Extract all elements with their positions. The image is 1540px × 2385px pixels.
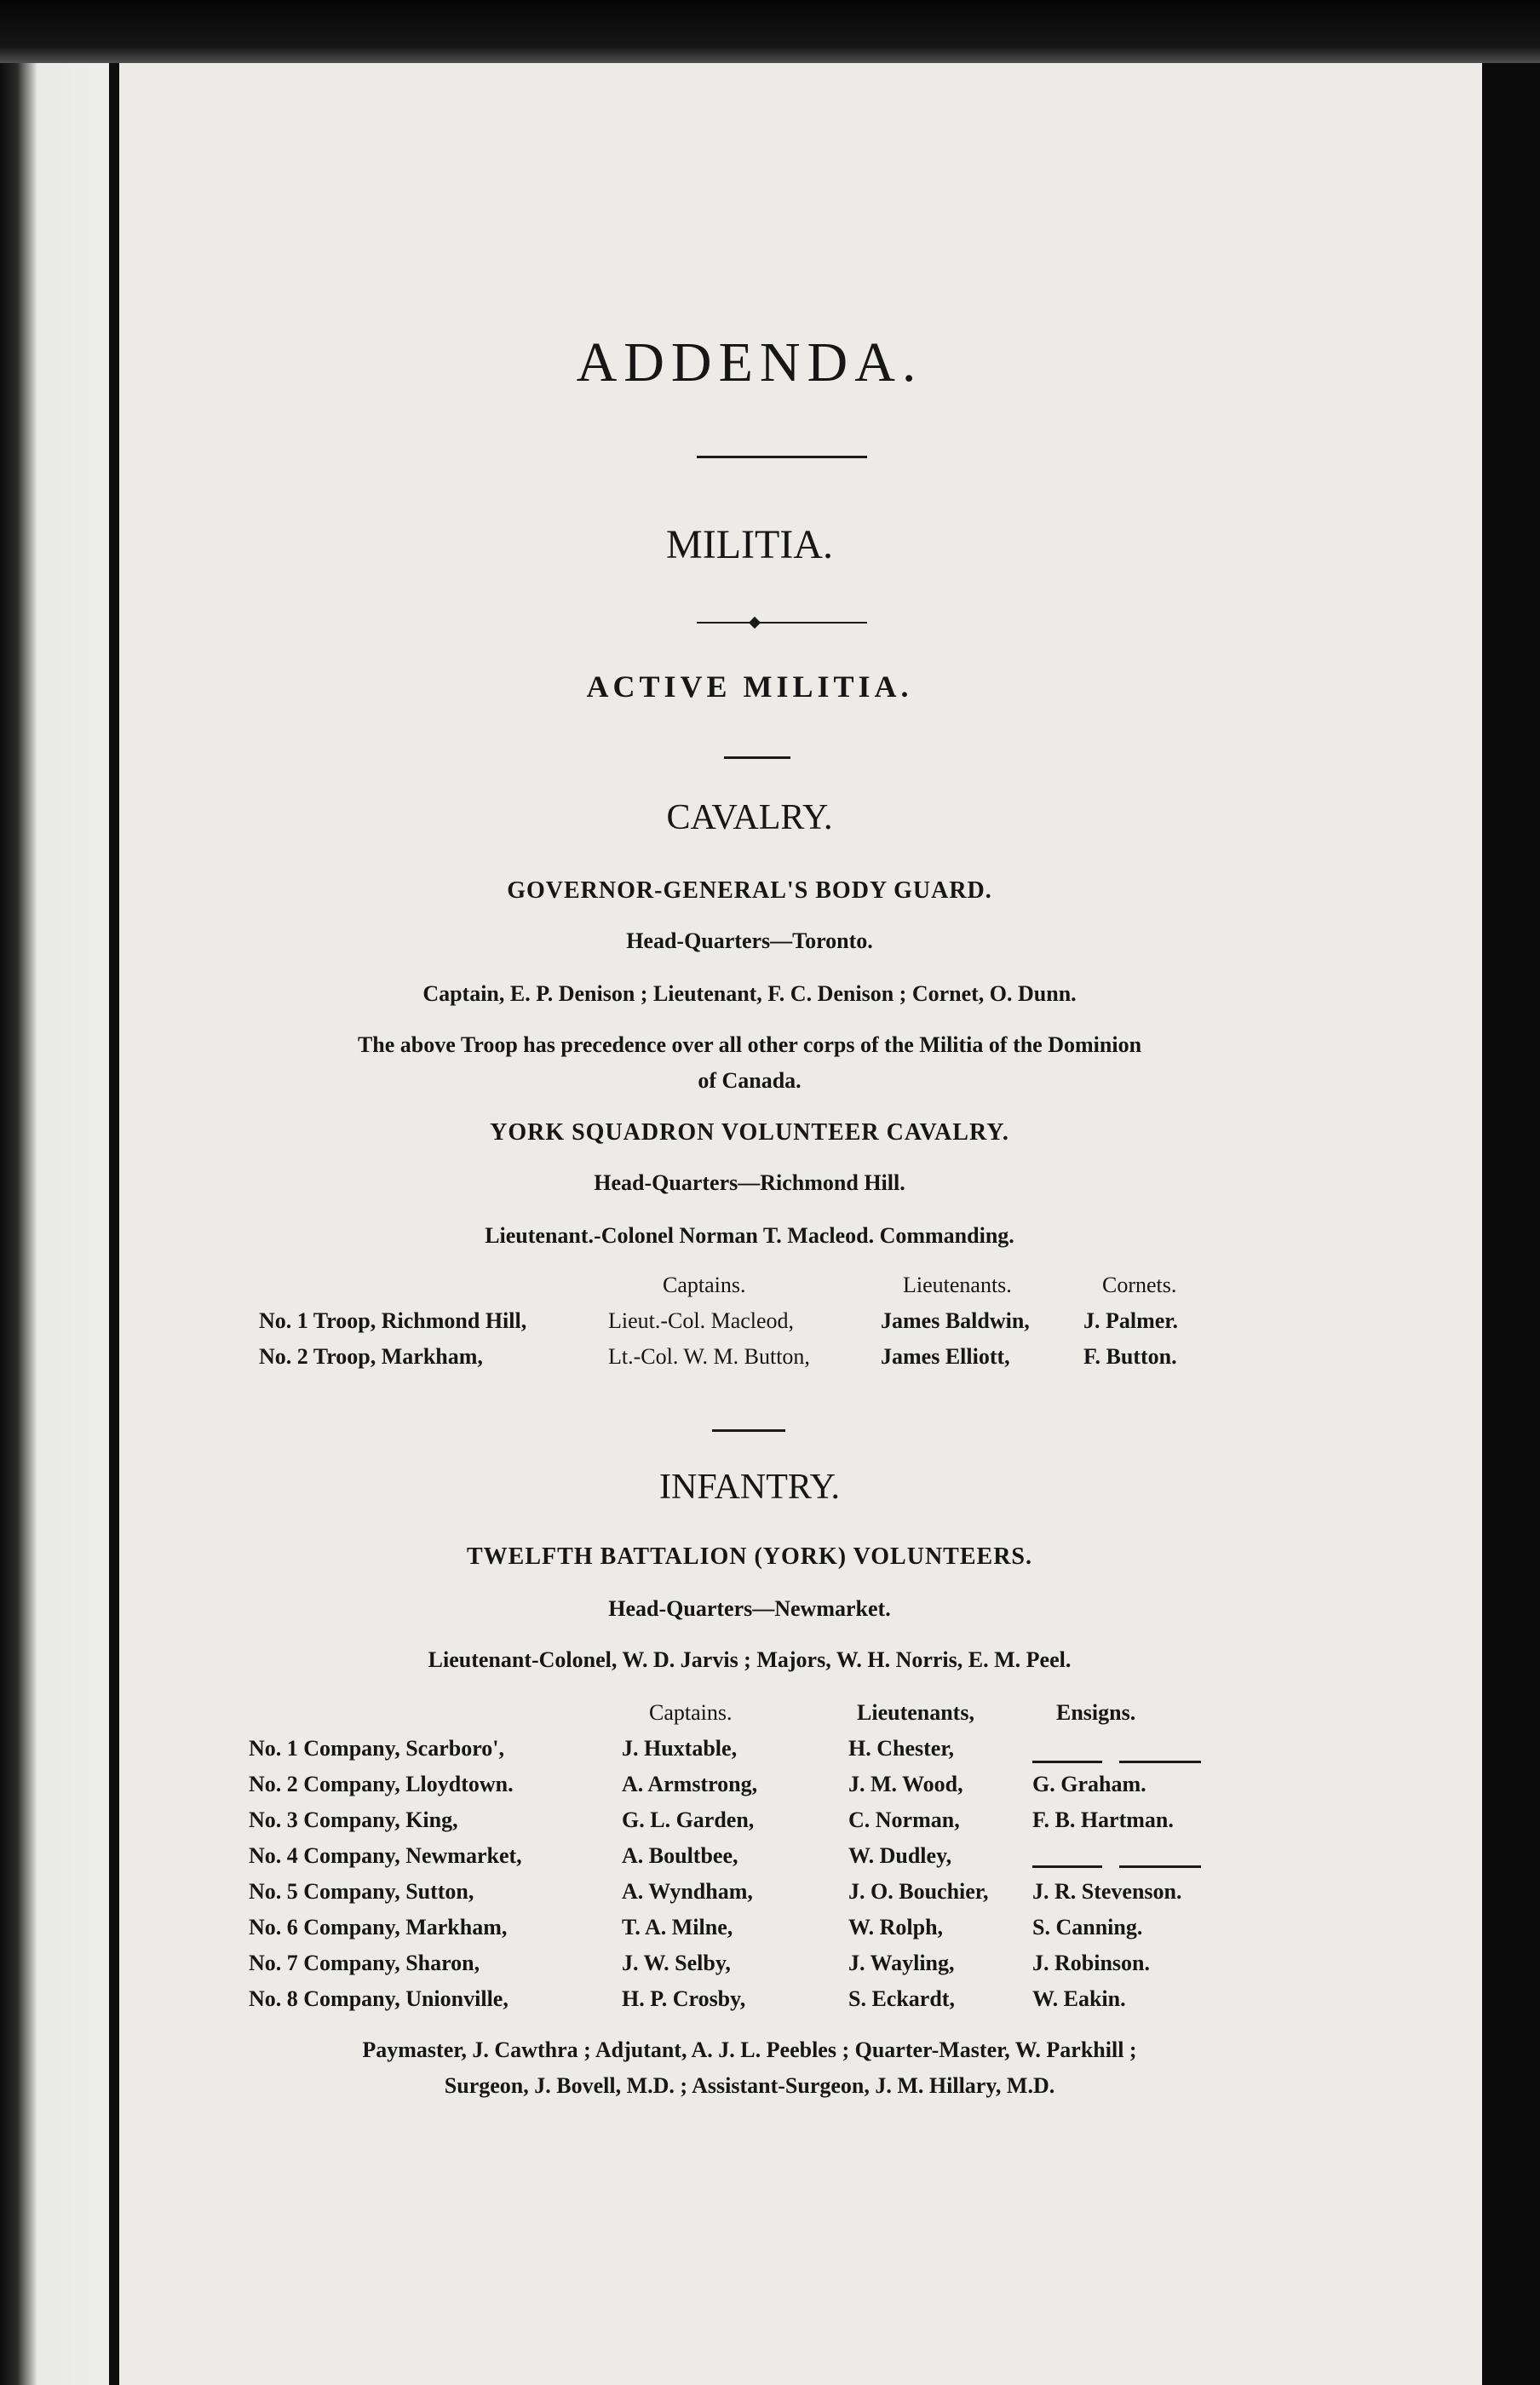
- battalion-headquarters: Head-Quarters—Newmarket.: [608, 1596, 891, 1621]
- company-lieutenant: W. Rolph,: [848, 1915, 944, 1940]
- company-lieutenant: J. M. Wood,: [848, 1772, 963, 1796]
- ensign-vacant-dash: [1032, 1761, 1102, 1763]
- york-headquarters: Head-Quarters—Richmond Hill.: [594, 1170, 905, 1195]
- company-captain: G. L. Garden,: [622, 1807, 755, 1832]
- company-captain: H. P. Crosby,: [622, 1986, 746, 2011]
- company-unit: No. 7 Company, Sharon,: [249, 1951, 480, 1975]
- cavalry-heading: CAVALRY.: [666, 798, 833, 837]
- staff-line-2: Surgeon, J. Bovell, M.D. ; Assistant-Surgeon, J. M. Hillary, M.D.: [444, 2073, 1055, 2098]
- troop-lieutenant: James Elliott,: [881, 1344, 1010, 1369]
- company-lieutenant: J. O. Bouchier,: [848, 1879, 989, 1904]
- york-squadron-name: YORK SQUADRON VOLUNTEER CAVALRY.: [490, 1119, 1009, 1146]
- column-header-captains: Captains.: [649, 1700, 733, 1725]
- company-lieutenant: J. Wayling,: [848, 1951, 955, 1975]
- company-captain: A. Armstrong,: [622, 1772, 758, 1796]
- guard-note-line-1: The above Troop has precedence over all other corps of the Militia of the Dominion: [357, 1032, 1142, 1057]
- guard-headquarters: Head-Quarters—Toronto.: [626, 928, 873, 953]
- guard-officers: Captain, E. P. Denison ; Lieutenant, F. C. Denison ; Cornet, O. Dunn.: [422, 981, 1077, 1006]
- company-captain: T. A. Milne,: [622, 1915, 733, 1940]
- company-unit: No. 4 Company, Newmarket,: [249, 1843, 522, 1868]
- company-captain: J. W. Selby,: [622, 1951, 731, 1975]
- company-ensign: F. B. Hartman.: [1032, 1807, 1174, 1832]
- company-ensign: J. R. Stevenson.: [1032, 1879, 1182, 1904]
- troop-unit: No. 2 Troop, Markham,: [259, 1344, 483, 1369]
- company-lieutenant: S. Eckardt,: [848, 1986, 955, 2011]
- column-header-lieutenants: Lieutenants.: [903, 1273, 1012, 1297]
- company-lieutenant: H. Chester,: [848, 1736, 954, 1761]
- column-header-captains: Captains.: [663, 1273, 746, 1297]
- page-title: ADDENDA.: [576, 331, 923, 394]
- section-rule: [697, 622, 867, 624]
- company-captain: J. Huxtable,: [622, 1736, 738, 1761]
- infantry-heading: INFANTRY.: [659, 1468, 840, 1507]
- troop-lieutenant: James Baldwin,: [881, 1308, 1030, 1333]
- company-ensign: S. Canning.: [1032, 1915, 1143, 1940]
- company-unit: No. 2 Company, Lloydtown.: [249, 1772, 514, 1796]
- york-commander: Lieutenant.-Colonel Norman T. Macleod. Commanding.: [485, 1223, 1014, 1248]
- company-ensign: J. Robinson.: [1032, 1951, 1150, 1975]
- ensign-vacant-dash: [1032, 1865, 1102, 1868]
- infantry-rule: [712, 1429, 785, 1432]
- section-title: MILITIA.: [666, 522, 833, 567]
- company-ensign: W. Eakin.: [1032, 1986, 1126, 2011]
- guard-note-line-2: of Canada.: [698, 1068, 802, 1093]
- section-rule-ornament: [749, 617, 761, 629]
- company-unit: No. 6 Company, Markham,: [249, 1915, 508, 1940]
- title-rule: [697, 456, 867, 458]
- guard-name: GOVERNOR-GENERAL'S BODY GUARD.: [507, 877, 992, 904]
- staff-line-1: Paymaster, J. Cawthra ; Adjutant, A. J. L. Peebles ; Quarter-Master, W. Parkhill ;: [362, 2037, 1137, 2062]
- column-header-ensigns: Ensigns.: [1056, 1700, 1136, 1725]
- column-header-lieutenants: Lieutenants,: [857, 1700, 974, 1725]
- troop-cornet: F. Button.: [1083, 1344, 1177, 1369]
- subsection-title: ACTIVE MILITIA.: [586, 670, 913, 704]
- company-unit: No. 8 Company, Unionville,: [249, 1986, 509, 2011]
- troop-captain: Lt.-Col. W. M. Button,: [608, 1344, 810, 1369]
- battalion-name: TWELFTH BATTALION (YORK) VOLUNTEERS.: [467, 1543, 1032, 1570]
- troop-cornet: J. Palmer.: [1083, 1308, 1178, 1333]
- troop-unit: No. 1 Troop, Richmond Hill,: [259, 1308, 527, 1333]
- column-header-cornets: Cornets.: [1102, 1273, 1177, 1297]
- company-lieutenant: W. Dudley,: [848, 1843, 952, 1868]
- troop-captain: Lieut.-Col. Macleod,: [608, 1308, 795, 1333]
- battalion-commanders: Lieutenant-Colonel, W. D. Jarvis ; Majors, W. H. Norris, E. M. Peel.: [428, 1647, 1072, 1672]
- ensign-vacant-dash: [1119, 1865, 1201, 1868]
- company-captain: A. Boultbee,: [622, 1843, 738, 1868]
- company-unit: No. 5 Company, Sutton,: [249, 1879, 474, 1904]
- company-unit: No. 3 Company, King,: [249, 1807, 458, 1832]
- company-captain: A. Wyndham,: [622, 1879, 753, 1904]
- company-ensign: G. Graham.: [1032, 1772, 1146, 1796]
- company-lieutenant: C. Norman,: [848, 1807, 960, 1832]
- subsection-rule: [724, 756, 790, 759]
- company-unit: No. 1 Company, Scarboro',: [249, 1736, 504, 1761]
- ensign-vacant-dash: [1119, 1761, 1201, 1763]
